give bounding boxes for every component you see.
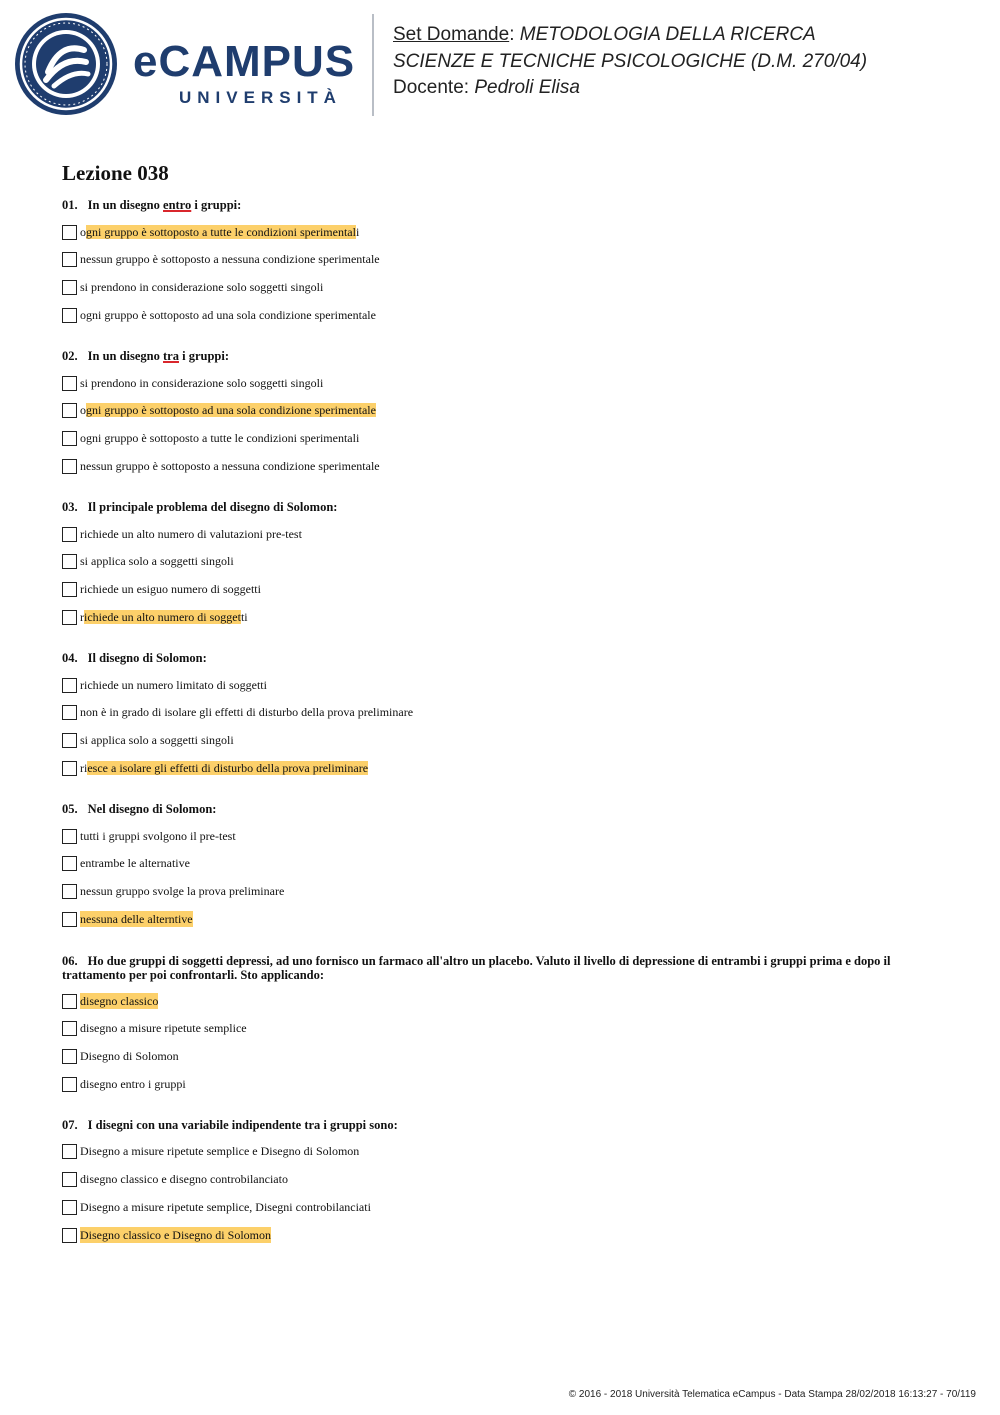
checkbox[interactable] — [62, 280, 77, 295]
checkbox[interactable] — [62, 1200, 77, 1215]
option-text: Disegno a misure ripetute semplice e Disegno di Solomon — [80, 1144, 360, 1158]
question-03 — [62, 500, 922, 624]
checkbox[interactable] — [62, 582, 77, 597]
option[interactable] — [62, 1198, 371, 1216]
checkbox[interactable] — [62, 376, 77, 391]
option-text: tutti i gruppi svolgono il pre-test — [80, 829, 236, 843]
option-text: ogni gruppo è sottoposto ad una sola condizione sperimentale — [80, 308, 376, 322]
option-text: richiede un esiguo numero di soggetti — [80, 582, 261, 596]
option[interactable] — [62, 1142, 359, 1160]
question-text: 02. In un disegno tra i gruppi: — [62, 349, 229, 363]
option-text: ogni gruppo è sottoposto ad una sola condizione sperimentale — [80, 403, 376, 417]
option-text: nessun gruppo è sottoposto a nessuna condizione sperimentale — [80, 252, 380, 266]
option[interactable] — [62, 250, 380, 268]
set-label: Set Domande — [393, 24, 510, 45]
option[interactable] — [62, 854, 190, 872]
set-value: METODOLOGIA DELLA RICERCA — [519, 24, 816, 45]
checkbox[interactable] — [62, 527, 77, 542]
option[interactable] — [62, 910, 193, 928]
checkbox[interactable] — [62, 1021, 77, 1036]
option[interactable] — [62, 278, 323, 296]
checkbox[interactable] — [62, 678, 77, 693]
option-text: disegno classico — [80, 994, 159, 1008]
option-text: disegno entro i gruppi — [80, 1077, 186, 1091]
option[interactable] — [62, 525, 302, 543]
question-text: 04. Il disegno di Solomon: — [62, 651, 207, 665]
question-07 — [62, 1118, 922, 1242]
option[interactable] — [62, 552, 234, 570]
checkbox[interactable] — [62, 1172, 77, 1187]
checkbox[interactable] — [62, 610, 77, 625]
checkbox[interactable] — [62, 856, 77, 871]
checkbox[interactable] — [62, 1077, 77, 1092]
question-text: 06. Ho due gruppi di soggetti depressi, ad uno fornisco un farmaco all'altro un placebo. Valuto il livello di depressione di entrambi i gruppi prima e dopo il trattamento per poi confrontarli. Sto applicando: — [62, 954, 891, 982]
teacher-line — [393, 75, 993, 102]
option[interactable] — [62, 429, 359, 447]
option-text: riesce a isolare gli effetti di disturbo della prova preliminare — [80, 761, 369, 775]
option-text: Disegno a misure ripetute semplice, Disegni controbilanciati — [80, 1200, 371, 1214]
option-text: ogni gruppo è sottoposto a tutte le condizioni sperimentali — [80, 431, 360, 445]
course-name: SCIENZE E TECNICHE PSICOLOGICHE (D.M. 270/04) — [393, 50, 868, 72]
option[interactable] — [62, 827, 236, 845]
checkbox[interactable] — [62, 705, 77, 720]
option-text: si applica solo a soggetti singoli — [80, 733, 234, 747]
header-divider — [372, 14, 374, 116]
ecampus-wordmark — [133, 37, 356, 108]
checkbox[interactable] — [62, 912, 77, 927]
option[interactable] — [62, 401, 376, 419]
option-text: Disegno di Solomon — [80, 1049, 179, 1063]
checkbox[interactable] — [62, 225, 77, 240]
checkbox[interactable] — [62, 829, 77, 844]
question-01 — [62, 198, 922, 322]
brand-name: eCAMPUS — [133, 37, 356, 86]
course-info — [393, 22, 993, 102]
question-text: 03. Il principale problema del disegno di Solomon: — [62, 500, 338, 514]
option-text: richiede un alto numero di valutazioni pre-test — [80, 527, 302, 541]
checkbox[interactable] — [62, 1228, 77, 1243]
question-06 — [62, 954, 922, 1091]
checkbox[interactable] — [62, 884, 77, 899]
question-text: 07. I disegni con una variabile indipendente tra i gruppi sono: — [62, 1118, 398, 1132]
question-text: 05. Nel disegno di Solomon: — [62, 802, 217, 816]
question-04 — [62, 651, 922, 775]
option-text: non è in grado di isolare gli effetti di disturbo della prova preliminare — [80, 705, 414, 719]
brand-subtitle: UNIVERSITÀ — [179, 88, 342, 107]
option-text: si applica solo a soggetti singoli — [80, 554, 234, 568]
option-text: nessuna delle alterntive — [80, 912, 193, 926]
question-02 — [62, 349, 922, 473]
option-text: ogni gruppo è sottoposto a tutte le condizioni sperimentali — [80, 225, 360, 239]
page-header — [0, 0, 1000, 130]
option-text: disegno a misure ripetute semplice — [80, 1021, 247, 1035]
option-text: Disegno classico e Disegno di Solomon — [80, 1228, 271, 1242]
checkbox[interactable] — [62, 459, 77, 474]
checkbox[interactable] — [62, 994, 77, 1009]
option[interactable] — [62, 759, 368, 777]
checkbox[interactable] — [62, 431, 77, 446]
option-text: si prendono in considerazione solo soggetti singoli — [80, 280, 324, 294]
option[interactable] — [62, 676, 267, 694]
checkbox[interactable] — [62, 308, 77, 323]
checkbox[interactable] — [62, 761, 77, 776]
option-text: nessun gruppo svolge la prova preliminare — [80, 884, 285, 898]
option[interactable] — [62, 374, 323, 392]
option-text: entrambe le alternative — [80, 856, 190, 870]
option[interactable] — [62, 457, 380, 475]
option[interactable] — [62, 992, 158, 1010]
lesson-title: Lezione 038 — [62, 161, 169, 185]
option[interactable] — [62, 1075, 186, 1093]
option[interactable] — [62, 1047, 179, 1065]
option[interactable] — [62, 1019, 247, 1037]
teacher-label: Docente: — [393, 77, 470, 98]
option[interactable] — [62, 1226, 271, 1244]
checkbox[interactable] — [62, 252, 77, 267]
option-text: si prendono in considerazione solo soggetti singoli — [80, 376, 324, 390]
teacher-name: Pedroli Elisa — [474, 77, 580, 98]
option[interactable] — [62, 608, 248, 626]
option-text: richiede un numero limitato di soggetti — [80, 678, 267, 692]
question-text: 01. In un disegno entro i gruppi: — [62, 198, 242, 212]
option[interactable] — [62, 703, 413, 721]
checkbox[interactable] — [62, 554, 77, 569]
option-text: nessun gruppo è sottoposto a nessuna condizione sperimentale — [80, 459, 380, 473]
option[interactable] — [62, 882, 284, 900]
checkbox[interactable] — [62, 733, 77, 748]
option[interactable] — [62, 580, 261, 598]
option[interactable] — [62, 1170, 288, 1188]
option[interactable] — [62, 731, 234, 749]
page-footer: © 2016 - 2018 Università Telematica eCampus - Data Stampa 28/02/2018 16:13:27 - 70/119 — [568, 1389, 976, 1400]
set-line: Set Domande: METODOLOGIA DELLA RICERCA — [393, 24, 816, 45]
option-text: richiede un alto numero di soggetti — [80, 610, 248, 624]
checkbox[interactable] — [62, 403, 77, 418]
option[interactable] — [62, 306, 376, 324]
option[interactable] — [62, 223, 359, 241]
checkbox[interactable] — [62, 1049, 77, 1064]
checkbox[interactable] — [62, 1144, 77, 1159]
question-05 — [62, 802, 922, 926]
ecampus-seal-logo — [14, 12, 118, 116]
option-text: disegno classico e disegno controbilanciato — [80, 1172, 288, 1186]
